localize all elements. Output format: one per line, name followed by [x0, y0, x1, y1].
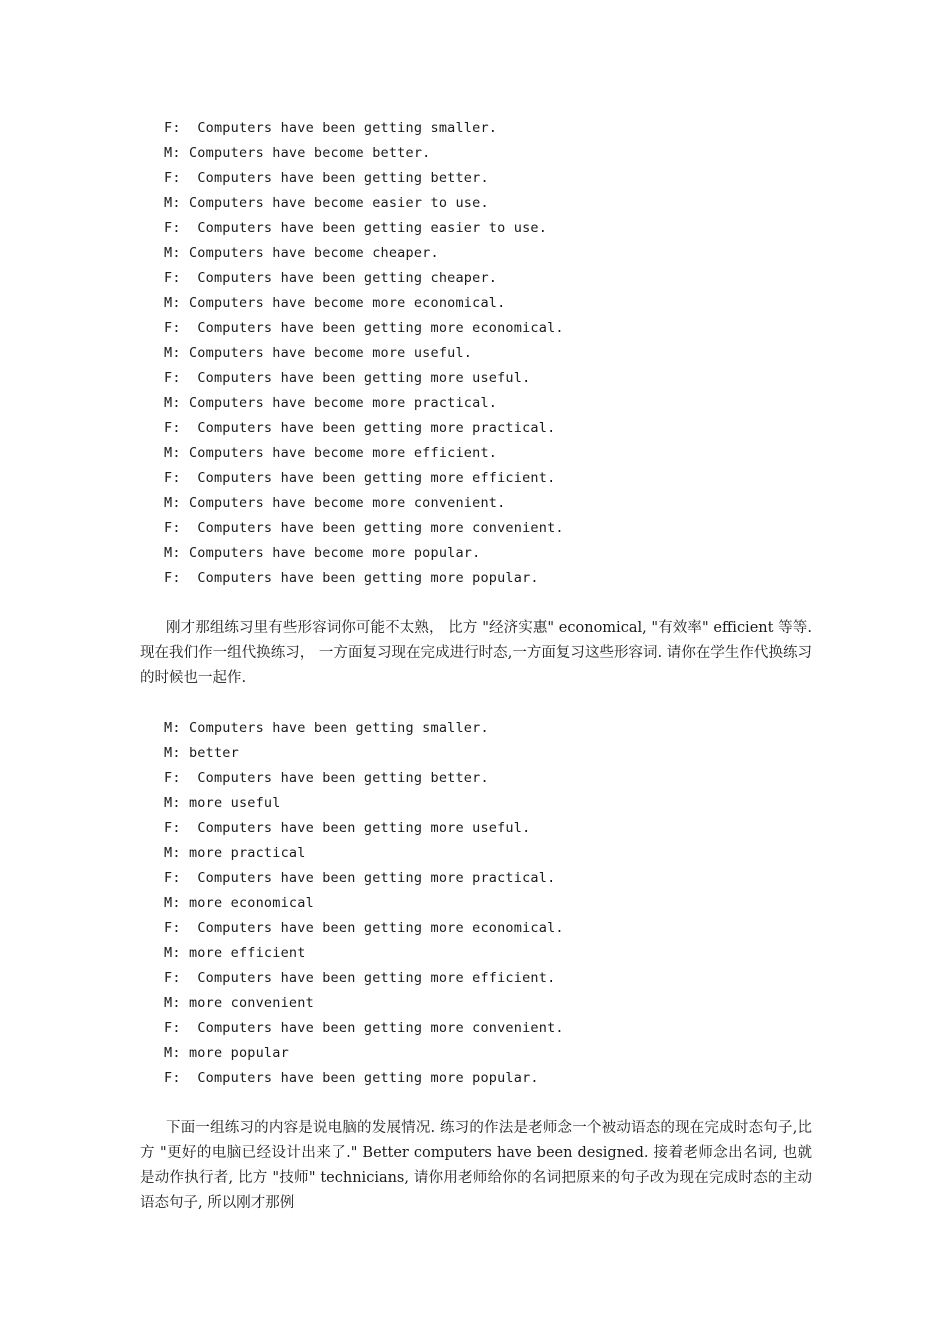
dialog-line	[140, 266, 812, 291]
speaker-label: M:	[164, 720, 181, 736]
dialog-line	[140, 366, 812, 391]
dialog-text: Computers have become easier to use.	[188, 195, 489, 211]
dialog-line	[140, 116, 812, 141]
speaker-label: M:	[164, 395, 181, 411]
speaker-label: M:	[164, 495, 181, 511]
dialog-line	[140, 466, 812, 491]
dialog-line	[140, 1066, 812, 1091]
dialog-line	[140, 491, 812, 516]
dialog-text: Computers have been getting more convenient.	[197, 520, 564, 536]
dialog-line	[140, 866, 812, 891]
dialog-text: Computers have been getting easier to use.	[197, 220, 548, 236]
dialog-text: Computers have been getting more efficient.	[197, 470, 556, 486]
speaker-label: F:	[164, 320, 181, 336]
dialog-text: Computers have become better.	[188, 145, 431, 161]
speaker-label: F:	[164, 920, 181, 936]
spacer	[140, 591, 812, 616]
dialog-text: Computers have become more convenient.	[188, 495, 506, 511]
dialog-2	[140, 716, 812, 1091]
dialog-text: Computers have been getting more economical.	[197, 920, 564, 936]
paragraph-1: 刚才那组练习里有些形容词你可能不太熟， 比方 "经济实惠" economical, "有效率" efficient 等等. 现在我们作一组代换练习， 一方面复习现在完成进行时态,一方面复习这些形容词. 请你在学生作代换练习的时候也一起作.	[140, 620, 812, 686]
dialog-line	[140, 916, 812, 941]
dialog-text: more economical	[188, 895, 314, 911]
dialog-line	[140, 1016, 812, 1041]
dialog-text: better	[188, 745, 239, 761]
speaker-label: M:	[164, 345, 181, 361]
dialog-line	[140, 391, 812, 416]
speaker-label: F:	[164, 770, 181, 786]
document-content	[140, 116, 812, 1216]
dialog-line	[140, 991, 812, 1016]
speaker-label: M:	[164, 745, 181, 761]
dialog-text: Computers have become more practical.	[188, 395, 498, 411]
dialog-text: Computers have been getting more useful.	[197, 820, 531, 836]
dialog-line	[140, 791, 812, 816]
dialog-text: more efficient	[188, 945, 306, 961]
dialog-text: Computers have been getting more popular.	[197, 1070, 539, 1086]
dialog-text: Computers have been getting more economical.	[197, 320, 564, 336]
speaker-label: F:	[164, 1020, 181, 1036]
dialog-text: more practical	[188, 845, 306, 861]
dialog-line	[140, 716, 812, 741]
dialog-text: Computers have become more efficient.	[188, 445, 498, 461]
dialog-line	[140, 741, 812, 766]
dialog-line	[140, 166, 812, 191]
dialog-line	[140, 341, 812, 366]
dialog-line	[140, 941, 812, 966]
dialog-text: Computers have been getting more useful.	[197, 370, 531, 386]
dialog-line	[140, 191, 812, 216]
speaker-label: F:	[164, 870, 181, 886]
speaker-label: M:	[164, 195, 181, 211]
paragraph-2: 下面一组练习的内容是说电脑的发展情况. 练习的作法是老师念一个被动语态的现在完成时态句子,比方 "更好的电脑已经设计出来了." Better computers have been designed. 接着老师念出名词, 也就是动作执行者, 比方 "技师" technicians, 请你用老师给你的名词把原来的句子改为现在完成时态的主动语态句子, 所以刚才那例	[140, 1120, 812, 1211]
dialog-text: Computers have been getting better.	[197, 770, 489, 786]
speaker-label: M:	[164, 795, 181, 811]
dialog-line	[140, 566, 812, 591]
dialog-text: Computers have been getting more popular.	[197, 570, 539, 586]
dialog-line	[140, 291, 812, 316]
speaker-label: F:	[164, 170, 181, 186]
dialog-line	[140, 966, 812, 991]
speaker-label: F:	[164, 270, 181, 286]
dialog-text: more popular	[188, 1045, 289, 1061]
speaker-label: M:	[164, 245, 181, 261]
speaker-label: F:	[164, 520, 181, 536]
speaker-label: F:	[164, 970, 181, 986]
spacer	[140, 1091, 812, 1116]
dialog-text: Computers have been getting more efficient.	[197, 970, 556, 986]
dialog-line	[140, 216, 812, 241]
dialog-line	[140, 516, 812, 541]
dialog-text: Computers have been getting more practical.	[197, 420, 556, 436]
dialog-line	[140, 541, 812, 566]
speaker-label: F:	[164, 470, 181, 486]
dialog-line	[140, 441, 812, 466]
dialog-text: Computers have been getting more practical.	[197, 870, 556, 886]
dialog-line	[140, 241, 812, 266]
dialog-text: Computers have been getting smaller.	[197, 120, 498, 136]
dialog-text: Computers have become more economical.	[188, 295, 506, 311]
dialog-text: more useful	[188, 795, 281, 811]
dialog-line	[140, 416, 812, 441]
speaker-label: M:	[164, 1045, 181, 1061]
dialog-text: more convenient	[188, 995, 314, 1011]
dialog-1	[140, 116, 812, 591]
dialog-line	[140, 841, 812, 866]
speaker-label: F:	[164, 120, 181, 136]
speaker-label: M:	[164, 945, 181, 961]
speaker-label: M:	[164, 545, 181, 561]
speaker-label: M:	[164, 845, 181, 861]
dialog-line	[140, 316, 812, 341]
speaker-label: F:	[164, 820, 181, 836]
dialog-text: Computers have been getting smaller.	[188, 720, 489, 736]
speaker-label: F:	[164, 370, 181, 386]
dialog-line	[140, 141, 812, 166]
dialog-line	[140, 816, 812, 841]
spacer	[140, 691, 812, 716]
dialog-line	[140, 891, 812, 916]
dialog-text: Computers have become more useful.	[188, 345, 473, 361]
speaker-label: F:	[164, 1070, 181, 1086]
dialog-text: Computers have become cheaper.	[188, 245, 439, 261]
dialog-text: Computers have been getting more convenient.	[197, 1020, 564, 1036]
speaker-label: M:	[164, 995, 181, 1011]
dialog-text: Computers have been getting cheaper.	[197, 270, 498, 286]
speaker-label: M:	[164, 895, 181, 911]
speaker-label: M:	[164, 145, 181, 161]
speaker-label: F:	[164, 420, 181, 436]
dialog-line	[140, 766, 812, 791]
speaker-label: F:	[164, 570, 181, 586]
speaker-label: M:	[164, 445, 181, 461]
dialog-text: Computers have become more popular.	[188, 545, 481, 561]
speaker-label: F:	[164, 220, 181, 236]
dialog-line	[140, 1041, 812, 1066]
dialog-text: Computers have been getting better.	[197, 170, 489, 186]
speaker-label: M:	[164, 295, 181, 311]
